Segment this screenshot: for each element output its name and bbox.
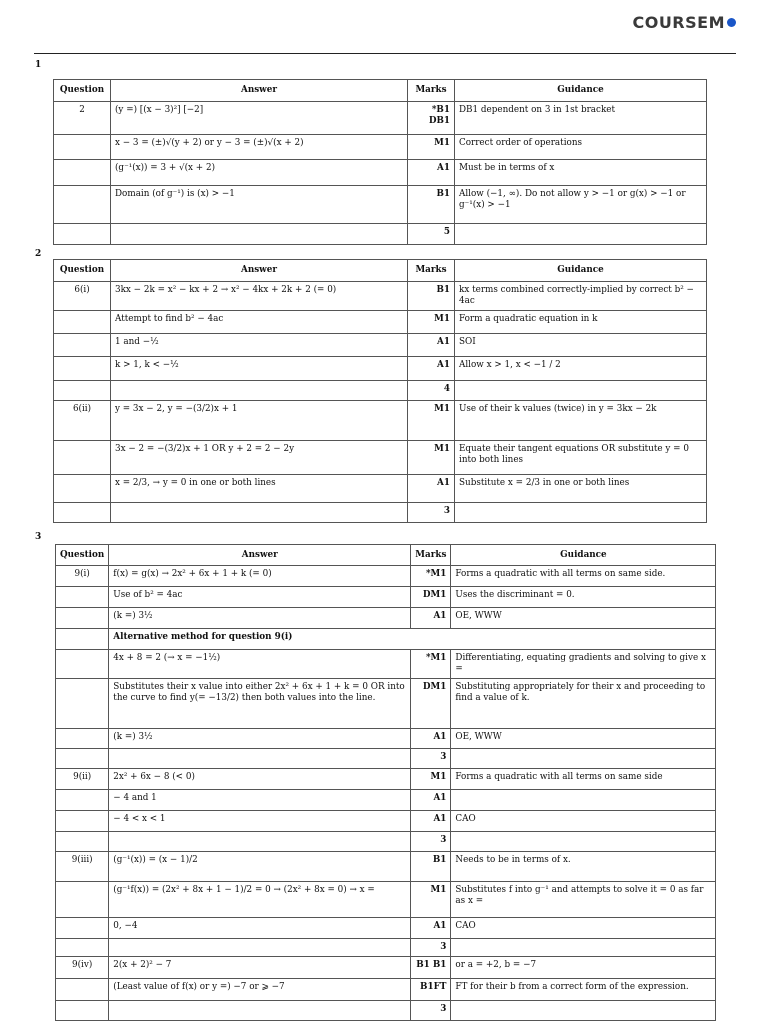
table-row — [56, 957, 716, 979]
guidance-cell: CAO — [451, 918, 716, 939]
answer-cell: k > 1, k < −½ — [111, 357, 408, 381]
table-row — [54, 186, 707, 224]
table-row — [56, 629, 716, 650]
question-cell — [56, 650, 109, 679]
header-marks: Marks — [411, 545, 451, 566]
marks-cell: DM1 — [411, 587, 451, 608]
question-number: 1 — [35, 60, 42, 70]
question-cell — [56, 587, 109, 608]
answer-cell: 2(x + 2)² − 7 — [109, 957, 411, 979]
table-row — [56, 852, 716, 882]
header-answer: Answer — [111, 80, 408, 102]
header-question: Question — [56, 545, 109, 566]
answer-cell: (g⁻¹(x)) = 3 + √(x + 2) — [111, 160, 408, 186]
table-row — [54, 102, 707, 135]
table-row — [54, 311, 707, 334]
question-cell — [54, 441, 111, 475]
table-row — [56, 729, 716, 749]
answer-cell: x − 3 = (±)√(y + 2) or y − 3 = (±)√(x + 2) — [111, 135, 408, 160]
question-cell — [56, 729, 109, 749]
guidance-cell: Forms a quadratic with all terms on same side. — [451, 566, 716, 587]
marks-cell: A1 — [408, 334, 455, 357]
guidance-cell: OE, WWW — [451, 729, 716, 749]
answer-cell: Use of b² = 4ac — [109, 587, 411, 608]
question-cell — [54, 475, 111, 503]
question-cell — [56, 882, 109, 918]
answer-cell: Substitutes their x value into either 2x² + 6x + 1 + k = 0 OR into the curve to find y(= −13/2) then both values into the line. — [109, 679, 411, 729]
table-row — [56, 811, 716, 832]
marks-cell: M1 — [411, 769, 451, 790]
guidance-cell — [451, 749, 716, 769]
marks-cell: DM1 — [411, 679, 451, 729]
guidance-cell: Equate their tangent equations OR substitute y = 0 into both lines — [455, 441, 707, 475]
table-row — [56, 769, 716, 790]
marks-cell: 5 — [408, 224, 455, 245]
table-row — [56, 679, 716, 729]
marks-cell: *M1 — [411, 566, 451, 587]
guidance-cell: Substituting appropriately for their x and proceeding to find a value of k. — [451, 679, 716, 729]
answer-cell — [109, 939, 411, 957]
marks-cell: 3 — [408, 503, 455, 523]
marks-cell: B1 — [408, 186, 455, 224]
header-guidance: Guidance — [451, 545, 716, 566]
table-row — [56, 566, 716, 587]
marks-cell: M1 — [408, 135, 455, 160]
table-row — [56, 939, 716, 957]
marks-cell: A1 — [411, 790, 451, 811]
table-row — [54, 441, 707, 475]
answer-cell: (g⁻¹f(x)) = (2x² + 8x + 1 − 1)/2 = 0 → (2x² + 8x = 0) → x = — [109, 882, 411, 918]
header-guidance: Guidance — [455, 260, 707, 282]
alternative-method-heading: Alternative method for question 9(i) — [109, 629, 716, 650]
question-cell — [54, 357, 111, 381]
guidance-cell: SOI — [455, 334, 707, 357]
question-cell — [56, 979, 109, 1001]
guidance-cell: Differentiating, equating gradients and solving to give x = — [451, 650, 716, 679]
question-cell — [56, 608, 109, 629]
marks-cell: *M1 — [411, 650, 451, 679]
question-cell: 9(i) — [56, 566, 109, 587]
table-row — [54, 282, 707, 311]
header-marks: Marks — [408, 80, 455, 102]
guidance-cell: Substitute x = 2/3 in one or both lines — [455, 475, 707, 503]
question-cell — [54, 381, 111, 401]
table-row — [54, 334, 707, 357]
logo-text: COURSEM — [632, 13, 725, 32]
header-guidance: Guidance — [455, 80, 707, 102]
question-cell — [54, 160, 111, 186]
table-row — [56, 832, 716, 852]
question-cell: 9(ii) — [56, 769, 109, 790]
table-row — [54, 401, 707, 441]
table-row — [56, 608, 716, 629]
guidance-cell — [455, 381, 707, 401]
guidance-cell: CAO — [451, 811, 716, 832]
guidance-cell: FT for their b from a correct form of the expression. — [451, 979, 716, 1001]
question-cell — [54, 135, 111, 160]
question-cell — [56, 811, 109, 832]
question-cell — [56, 790, 109, 811]
marks-cell: 3 — [411, 939, 451, 957]
marks-cell: A1 — [411, 918, 451, 939]
guidance-cell: or a = +2, b = −7 — [451, 957, 716, 979]
marks-cell: A1 — [411, 608, 451, 629]
question-number: 3 — [35, 532, 42, 542]
guidance-cell: kx terms combined correctly-implied by correct b² − 4ac — [455, 282, 707, 311]
question-cell — [54, 503, 111, 523]
marks-cell: 3 — [411, 749, 451, 769]
answer-cell: 0, −4 — [109, 918, 411, 939]
guidance-cell — [455, 503, 707, 523]
guidance-cell: Allow x > 1, x < −1 / 2 — [455, 357, 707, 381]
coursemo-logo — [632, 13, 736, 32]
guidance-cell: Correct order of operations — [455, 135, 707, 160]
marks-cell: 4 — [408, 381, 455, 401]
answer-cell: (g⁻¹(x)) = (x − 1)/2 — [109, 852, 411, 882]
table-row — [56, 650, 716, 679]
question-cell: 2 — [54, 102, 111, 135]
guidance-cell — [455, 224, 707, 245]
top-divider — [34, 53, 736, 54]
answer-cell: − 4 and 1 — [109, 790, 411, 811]
guidance-cell: OE, WWW — [451, 608, 716, 629]
question-cell: 9(iii) — [56, 852, 109, 882]
answer-cell — [111, 503, 408, 523]
guidance-cell: Use of their k values (twice) in y = 3kx − 2k — [455, 401, 707, 441]
marks-cell: B1 — [408, 282, 455, 311]
question-cell: 9(iv) — [56, 957, 109, 979]
answer-cell — [109, 1001, 411, 1021]
question-number: 2 — [35, 249, 42, 259]
answer-cell — [111, 381, 408, 401]
table-row — [56, 790, 716, 811]
guidance-cell — [451, 1001, 716, 1021]
marks-cell: M1 — [408, 311, 455, 334]
question-cell — [56, 1001, 109, 1021]
table-row — [56, 587, 716, 608]
table-row — [56, 918, 716, 939]
mark-scheme-table — [53, 79, 707, 245]
guidance-cell: Uses the discriminant = 0. — [451, 587, 716, 608]
header-answer: Answer — [111, 260, 408, 282]
question-cell — [54, 224, 111, 245]
guidance-cell: Must be in terms of x — [455, 160, 707, 186]
guidance-cell: Substitutes f into g⁻¹ and attempts to solve it = 0 as far as x = — [451, 882, 716, 918]
answer-cell: 2x² + 6x − 8 (< 0) — [109, 769, 411, 790]
table-row — [54, 224, 707, 245]
header-answer: Answer — [109, 545, 411, 566]
marks-cell: A1 — [408, 475, 455, 503]
guidance-cell — [451, 939, 716, 957]
table-row — [54, 475, 707, 503]
question-cell — [54, 311, 111, 334]
answer-cell: Attempt to find b² − 4ac — [111, 311, 408, 334]
question-cell — [56, 629, 109, 650]
table-row — [54, 160, 707, 186]
answer-cell: y = 3x − 2, y = −(3/2)x + 1 — [111, 401, 408, 441]
marks-cell: A1 — [408, 357, 455, 381]
question-cell — [56, 939, 109, 957]
marks-cell: B1 B1 — [411, 957, 451, 979]
answer-cell: 3kx − 2k = x² − kx + 2 → x² − 4kx + 2k + 2 (= 0) — [111, 282, 408, 311]
header-question: Question — [54, 260, 111, 282]
mark-scheme-table — [53, 259, 707, 523]
answer-cell: 4x + 8 = 2 (→ x = −1½) — [109, 650, 411, 679]
answer-cell: (y =) [(x − 3)²] [−2] — [111, 102, 408, 135]
table-row — [56, 749, 716, 769]
marks-cell: M1 — [408, 441, 455, 475]
marks-cell: A1 — [411, 811, 451, 832]
answer-cell: − 4 < x < 1 — [109, 811, 411, 832]
guidance-cell: Needs to be in terms of x. — [451, 852, 716, 882]
header-question: Question — [54, 80, 111, 102]
table-row — [54, 357, 707, 381]
table-row — [56, 979, 716, 1001]
table-row — [56, 882, 716, 918]
answer-cell — [109, 832, 411, 852]
logo-dot-icon — [727, 18, 736, 27]
answer-cell: (k =) 3½ — [109, 729, 411, 749]
answer-cell: (Least value of f(x) or y =) −7 or ⩾ −7 — [109, 979, 411, 1001]
answer-cell — [109, 749, 411, 769]
marks-cell: A1 — [411, 729, 451, 749]
guidance-cell — [451, 790, 716, 811]
table-row — [54, 381, 707, 401]
answer-cell: (k =) 3½ — [109, 608, 411, 629]
answer-cell: x = 2/3, → y = 0 in one or both lines — [111, 475, 408, 503]
marks-cell: B1FT — [411, 979, 451, 1001]
guidance-cell: Allow (−1, ∞). Do not allow y > −1 or g(x) > −1 or g⁻¹(x) > −1 — [455, 186, 707, 224]
marks-cell: *B1 DB1 — [408, 102, 455, 135]
question-cell — [56, 749, 109, 769]
marks-cell: 3 — [411, 1001, 451, 1021]
table-row — [54, 135, 707, 160]
answer-cell: f(x) = g(x) → 2x² + 6x + 1 + k (= 0) — [109, 566, 411, 587]
question-cell — [56, 679, 109, 729]
guidance-cell: Forms a quadratic with all terms on same side — [451, 769, 716, 790]
guidance-cell: Form a quadratic equation in k — [455, 311, 707, 334]
table-row — [54, 503, 707, 523]
guidance-cell: DB1 dependent on 3 in 1st bracket — [455, 102, 707, 135]
question-cell: 6(i) — [54, 282, 111, 311]
marks-cell: M1 — [408, 401, 455, 441]
marks-cell: A1 — [408, 160, 455, 186]
answer-cell: 1 and −½ — [111, 334, 408, 357]
question-cell — [54, 186, 111, 224]
header-marks: Marks — [408, 260, 455, 282]
mark-scheme-table — [55, 544, 716, 1021]
question-cell — [56, 918, 109, 939]
marks-cell: M1 — [411, 882, 451, 918]
question-cell: 6(ii) — [54, 401, 111, 441]
answer-cell: 3x − 2 = −(3/2)x + 1 OR y + 2 = 2 − 2y — [111, 441, 408, 475]
marks-cell: B1 — [411, 852, 451, 882]
question-cell — [56, 832, 109, 852]
question-cell — [54, 334, 111, 357]
answer-cell — [111, 224, 408, 245]
answer-cell: Domain (of g⁻¹) is (x) > −1 — [111, 186, 408, 224]
guidance-cell — [451, 832, 716, 852]
marks-cell: 3 — [411, 832, 451, 852]
table-row — [56, 1001, 716, 1021]
